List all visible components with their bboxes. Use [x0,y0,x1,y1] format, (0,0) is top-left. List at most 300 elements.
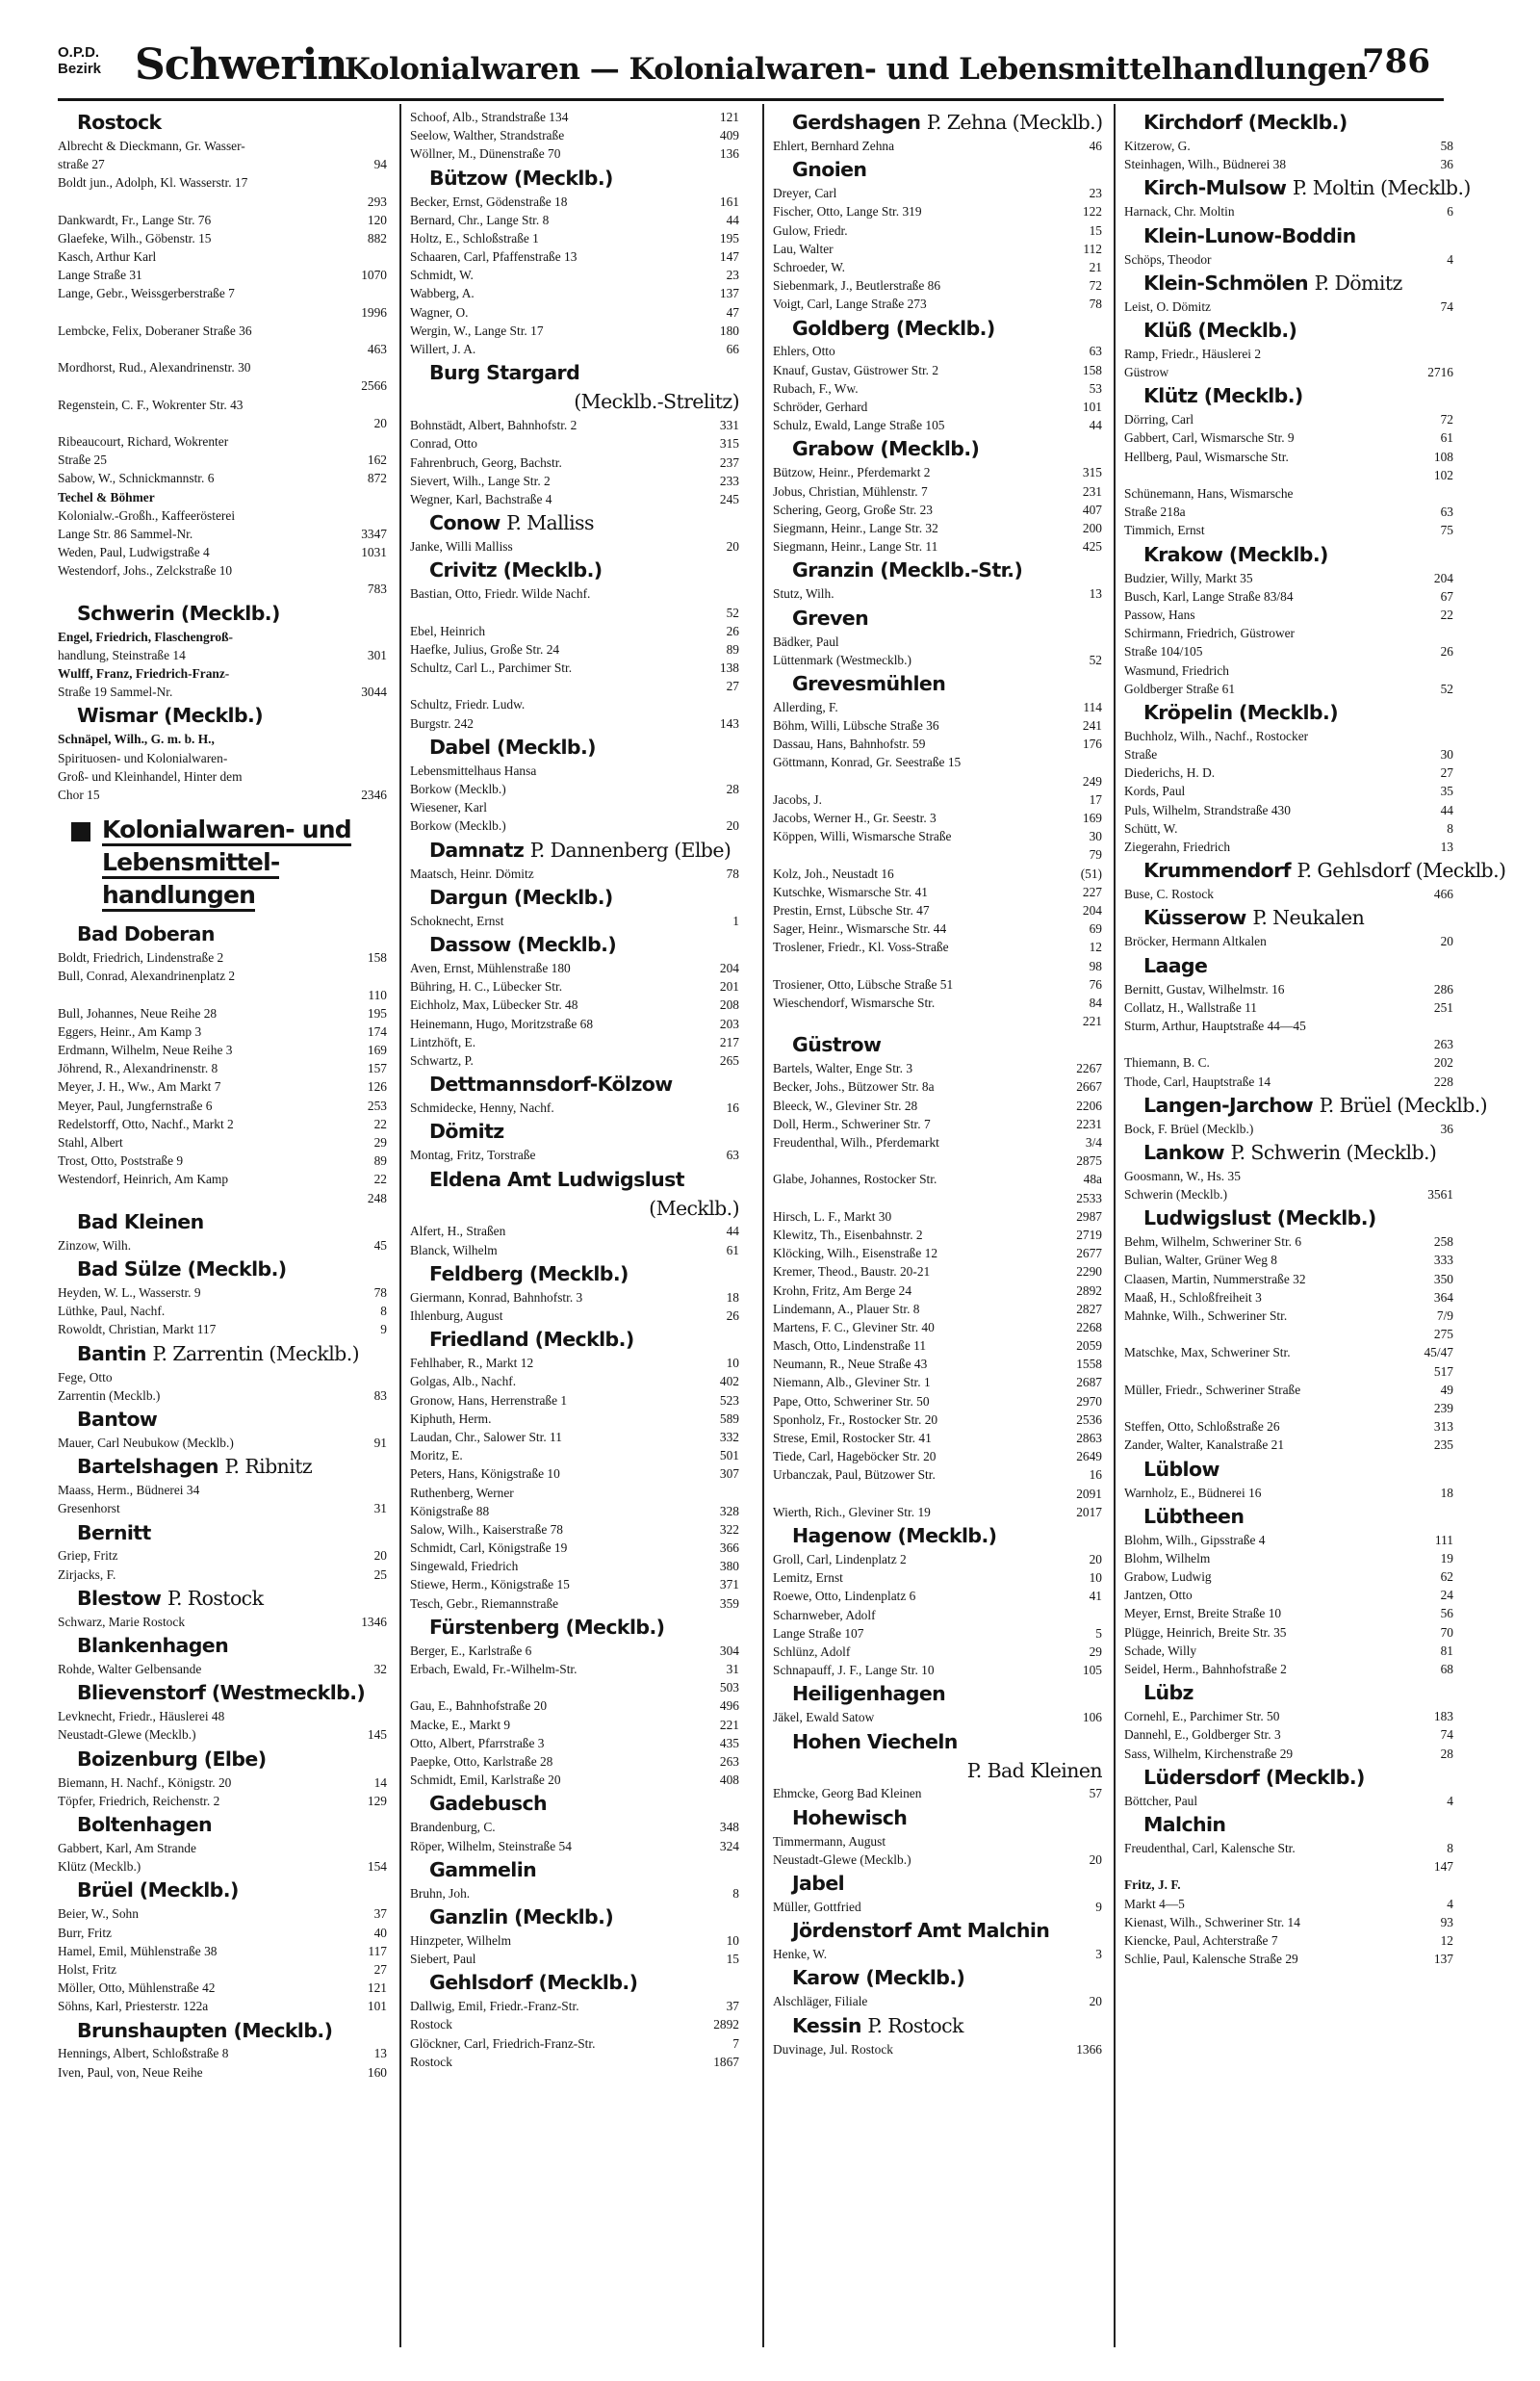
town-heading [1124,1763,1453,1792]
directory-entry [773,651,1102,669]
phone-number: 235 [1433,1437,1453,1453]
directory-entry [58,561,387,580]
phone-number: 101 [367,1999,387,2014]
district-name: Schwerin [135,40,347,90]
phone-number: 882 [367,230,387,246]
phone-number: 331 [719,418,739,433]
entry-name: Kutschke, Wismarsche Str. 41 [773,884,928,899]
town-name: Kirch-Mulsow [1143,176,1287,200]
town-name: Krakow (Mecklb.) [1143,542,1328,566]
directory-entry [773,1392,1102,1410]
directory-entry [410,696,739,714]
phone-number: 5 [1095,1625,1102,1641]
directory-entry [1124,1839,1453,1857]
directory-entry [410,2034,739,2053]
phone-number: 81 [1440,1643,1453,1658]
entry-name: Voigt, Carl, Lange Straße 273 [773,297,927,312]
directory-entry [1124,1307,1453,1325]
directory-entry [58,581,387,599]
entry-name: Neustadt-Glewe (Mecklb.) [773,1851,911,1867]
entry-name: Pape, Otto, Schweriner Str. 50 [773,1393,930,1409]
phone-number: 122 [1082,204,1102,220]
entry-name: Klöcking, Wilh., Eisenstraße 12 [773,1246,938,1261]
directory-entry [58,1434,387,1452]
town-heading [773,314,1102,343]
directory-entry [410,1099,739,1117]
directory-entry [410,1520,739,1539]
directory-entry [410,1752,739,1771]
directory-entry [1124,1660,1453,1678]
entry-name: Tesch, Gebr., Riemannstraße [410,1595,559,1611]
town-name: Küsserow [1143,906,1246,930]
town-heading [773,1963,1102,1992]
directory-entry [58,1170,387,1188]
directory-entry [1124,763,1453,782]
directory-entry [58,303,387,322]
phone-number: 58 [1440,138,1453,153]
directory-entry [773,975,1102,994]
phone-number: 239 [1433,1400,1453,1415]
directory-entry [58,396,387,414]
phone-number: 2346 [361,787,387,802]
entry-name: Lange Str. 86 Sammel-Nr. [58,526,193,541]
directory-entry [58,376,387,395]
directory-entry [58,247,387,266]
phone-number: 110 [368,987,387,1002]
town-name: Dettmannsdorf-Kölzow [429,1073,673,1097]
directory-entry [773,790,1102,809]
phone-number: 41 [1089,1589,1102,1604]
phone-number: 83 [373,1387,387,1403]
entry-name: Jäkel, Ewald Satow [773,1710,875,1725]
directory-entry [410,659,739,677]
directory-entry [1124,1417,1453,1436]
phone-number: 8 [1447,1840,1453,1855]
directory-entry [410,434,739,453]
entry-name: Laudan, Chr., Salower Str. 11 [410,1429,562,1444]
phone-number: 20 [1089,1994,1102,2009]
phone-number: 23 [726,268,739,283]
directory-entry [410,322,739,340]
directory-entry [773,1207,1102,1226]
entry-name: Sturm, Arthur, Hauptstraße 44—45 [1124,1018,1306,1033]
phone-number: 2677 [1076,1246,1102,1261]
entry-name: Gresenhorst [58,1501,120,1516]
entry-name: Bock, F. Brüel (Mecklb.) [1124,1121,1254,1136]
directory-entry [1124,202,1453,220]
phone-number: 301 [367,647,387,662]
post-office: P. Rostock [167,1586,264,1610]
phone-number: 3/4 [1085,1135,1102,1151]
phone-number: 204 [1433,570,1453,585]
entry-name: Peters, Hans, Königstraße 10 [410,1466,560,1482]
directory-entry [58,1792,387,1810]
phone-number: 27 [726,679,739,694]
phone-number: 37 [373,1906,387,1922]
directory-entry [410,622,739,640]
entry-name: Kolonialw.-Großh., Kaffeerösterei [58,507,236,523]
directory-entry [773,1300,1102,1318]
town-name: Gadebusch [429,1792,548,1816]
directory-entry [773,1465,1102,1484]
column-divider [762,104,764,2347]
phone-number: 2290 [1076,1264,1102,1280]
directory-entry [773,633,1102,651]
phone-number: 56 [1440,1606,1453,1621]
town-heading [773,434,1102,463]
entry-name: Dannehl, E., Goldberger Str. 3 [1124,1727,1281,1743]
directory-entry [410,1354,739,1372]
phone-number: 425 [1082,539,1102,555]
directory-entry [773,519,1102,537]
town-heading [773,1916,1102,1945]
entry-name: Mauer, Carl Neubukow (Mecklb.) [58,1435,234,1450]
phone-number: 195 [719,230,739,246]
entry-name: Borkow (Mecklb.) [410,818,506,834]
phone-number: 180 [719,323,739,338]
entry-name: Leist, O. Dömitz [1124,298,1212,314]
town-heading [410,556,739,584]
entry-name: Blohm, Wilh., Gipsstraße 4 [1124,1532,1266,1547]
phone-number: 364 [1433,1289,1453,1305]
directory-entry [1124,587,1453,606]
directory-entry [410,211,739,229]
phone-number: 2268 [1076,1319,1102,1334]
directory-entry [410,247,739,266]
directory-entry [1124,1436,1453,1454]
entry-name: Ehlers, Otto [773,344,835,359]
post-office: P. Zarrentin (Mecklb.) [152,1341,360,1365]
entry-name: Schwarz, Marie Rostock [58,1614,186,1629]
town-heading [410,508,739,537]
town-heading [1124,108,1453,137]
phone-number: 26 [726,1308,739,1324]
directory-entry [58,1481,387,1499]
phone-number: 169 [1082,811,1102,826]
directory-entry [58,506,387,525]
phone-number: 63 [1089,344,1102,359]
phone-number: 48a [1083,1172,1102,1187]
directory-entry [773,735,1102,753]
entry-name: Müller, Gottfried [773,1900,861,1915]
entry-name: Warnholz, E., Büdnerei 16 [1124,1485,1262,1500]
directory-entry [1124,1185,1453,1203]
phone-number: 1558 [1076,1357,1102,1372]
directory-entry [58,1004,387,1022]
directory-entry [773,901,1102,919]
phone-number: 3044 [361,685,387,700]
directory-entry [58,155,387,173]
town-heading [1124,221,1453,250]
directory-entry [410,1241,739,1259]
entry-name: Lindemann, A., Plauer Str. 8 [773,1301,920,1316]
entry-name: Kords, Paul [1124,784,1186,799]
entry-name: Becker, Johs., Bützower Str. 8a [773,1079,935,1095]
entry-name: Bernard, Chr., Lange Str. 8 [410,212,550,227]
phone-number: 2827 [1076,1301,1102,1316]
directory-entry [58,1566,387,1584]
entry-name: Fahrenbruch, Georg, Bachstr. [410,454,562,470]
entry-name: Troslener, Friedr., Kl. Voss-Straße [773,940,949,955]
directory-entry [1124,1252,1453,1270]
entry-name: Jacobs, Werner H., Gr. Seestr. 3 [773,811,937,826]
phone-number: 10 [1089,1570,1102,1586]
phone-number: 19 [1440,1550,1453,1566]
directory-entry [58,2063,387,2082]
directory-entry [410,1033,739,1051]
entry-name: Budzier, Willy, Markt 35 [1124,570,1253,585]
phone-number: 241 [1082,718,1102,734]
directory-entry [773,1262,1102,1281]
directory-entry [58,628,387,646]
directory-entry [58,786,387,804]
town-heading [773,2011,1102,2040]
entry-name: Wergin, W., Lange Str. 17 [410,323,544,338]
phone-number: 89 [373,1153,387,1169]
entry-name: Burr, Fritz [58,1925,112,1940]
town-name: Eldena Amt Ludwigslust [429,1167,684,1191]
entry-name: Golgas, Alb., Nachf. [410,1374,517,1389]
entry-name: Holtz, E., Schloßstraße 1 [410,230,539,246]
phone-number: 78 [1089,297,1102,312]
town-heading [1124,540,1453,569]
entry-name: Sass, Wilhelm, Kirchenstraße 29 [1124,1746,1294,1761]
town-heading [773,1727,1102,1756]
phone-number: 402 [719,1374,739,1389]
town-heading [58,1452,387,1481]
entry-name: Straße 19 Sammel-Nr. [58,685,173,700]
town-heading [773,108,1102,137]
directory-entry [773,1898,1102,1916]
entry-name: Wieschendorf, Wismarsche Str. [773,995,936,1010]
phone-number: 129 [367,1793,387,1808]
directory-entry [773,1078,1102,1097]
phone-number: 496 [719,1698,739,1714]
directory-entry [773,1189,1102,1207]
directory-entry [773,1059,1102,1077]
directory-entry [58,1022,387,1041]
phone-number: 72 [1089,278,1102,294]
directory-entry [410,1223,739,1241]
phone-number: 248 [367,1190,387,1205]
town-heading [410,1165,739,1194]
directory-entry [58,1773,387,1792]
entry-name: Lintzhöft, E. [410,1034,476,1049]
directory-entry [410,1464,739,1483]
directory-entry [773,1832,1102,1850]
town-name: Langen-Jarchow [1143,1093,1314,1117]
directory-entry [410,1678,739,1696]
phone-number: 258 [1433,1234,1453,1250]
phone-number: 12 [1440,1932,1453,1948]
directory-entry [410,2053,739,2071]
town-name: Bartelshagen [77,1455,218,1479]
town-heading [410,164,739,193]
entry-name: Sabow, W., Schnickmannstr. 6 [58,471,215,486]
directory-entry [58,469,387,487]
phone-number: 74 [1440,1727,1453,1743]
entry-name: Straße 218a [1124,505,1186,520]
section-title-text: Lebensmittel- [102,848,279,879]
entry-name: Lüthke, Paul, Nachf. [58,1304,166,1319]
phone-number: 203 [719,1016,739,1031]
entry-name: Trost, Otto, Poststraße 9 [58,1153,184,1169]
entry-name: Prestin, Ernst, Lübsche Str. 47 [773,902,930,918]
entry-name: Wasmund, Friedrich [1124,662,1230,678]
phone-number: 40 [373,1925,387,1940]
phone-number: 2566 [361,378,387,394]
town-name: Blankenhagen [77,1634,229,1658]
town-name: Wismar (Mecklb.) [77,704,263,728]
directory-entry [773,137,1102,155]
directory-entry [58,1997,387,2015]
directory-entry [773,1170,1102,1188]
phone-number: 200 [1082,520,1102,535]
entry-name: Claasen, Martin, Nummerstraße 32 [1124,1271,1306,1286]
entry-name: Beier, W., Sohn [58,1906,139,1922]
phone-number: 231 [1082,483,1102,499]
town-name: Crivitz (Mecklb.) [429,558,603,582]
entry-name: Klewitz, Th., Eisenbahnstr. 2 [773,1227,923,1242]
phone-number: 263 [1433,1037,1453,1052]
directory-entry [773,1355,1102,1373]
phone-number: 121 [719,109,739,124]
section-title-text: Kolonialwaren- und [102,815,351,846]
entry-name: Goosmann, W., Hs. 35 [1124,1168,1241,1183]
entry-name: Haefke, Julius, Große Str. 24 [410,641,560,657]
phone-number: 169 [367,1043,387,1058]
directory-entry [410,1594,739,1613]
entry-name: Schaaren, Carl, Pfaffenstraße 13 [410,249,578,265]
directory-entry [1124,429,1453,448]
entry-name: Timmermann, August [773,1833,886,1849]
column-2 [410,108,739,2071]
entry-name: Röper, Wilhelm, Steinstraße 54 [410,1838,572,1853]
directory-entry [1124,1792,1453,1810]
phone-number: 307 [719,1466,739,1482]
entry-name: Zarrentin (Mecklb.) [58,1387,161,1403]
phone-number: 68 [1440,1662,1453,1677]
directory-entry [773,1708,1102,1726]
town-name: Kessin [792,2013,861,2037]
post-office: (Mecklb.) [649,1196,739,1220]
directory-entry [410,416,739,434]
phone-number: 147 [1433,1859,1453,1875]
town-name: Hagenow (Mecklb.) [792,1524,997,1547]
phone-number: 162 [367,453,387,468]
phone-number: 523 [719,1392,739,1408]
entry-name: Schroeder, W. [773,259,845,274]
phone-number: 52 [1440,681,1453,696]
phone-number: 137 [1433,1952,1453,1967]
town-heading [773,1756,1102,1785]
town-name: Greven [792,606,869,630]
directory-entry [58,1942,387,1960]
phone-number: 783 [367,582,387,597]
entry-name: Eichholz, Max, Lübecker Str. 48 [410,997,578,1013]
directory-entry [58,285,387,303]
entry-name: Fehlhaber, R., Markt 12 [410,1356,534,1371]
entry-name: Schade, Willy [1124,1643,1197,1658]
entry-name: Ramp, Friedr., Häuslerei 2 [1124,346,1262,361]
phone-number: 23 [1089,186,1102,201]
entry-name: Dallwig, Emil, Friedr.-Franz-Str. [410,1999,579,2014]
directory-entry [410,798,739,816]
entry-name: Tiede, Carl, Hageböcker Str. 20 [773,1449,937,1464]
directory-entry [410,126,739,144]
phone-number: 589 [719,1410,739,1426]
town-name: Lüdersdorf (Mecklb.) [1143,1765,1365,1789]
directory-entry [410,1410,739,1428]
directory-entry [58,1236,387,1255]
entry-name: Steffen, Otto, Schloßstraße 26 [1124,1419,1280,1435]
directory-entry [410,865,739,883]
directory-entry [58,1960,387,1979]
phone-number: 6 [1447,204,1453,220]
directory-entry [773,716,1102,735]
entry-name: Aven, Ernst, Mühlenstraße 180 [410,960,571,975]
phone-number: 27 [373,1961,387,1977]
phone-number: 52 [1089,652,1102,667]
phone-number: 18 [726,1289,739,1305]
town-heading [1124,381,1453,410]
phone-number: 45 [373,1237,387,1253]
directory-entry [1124,569,1453,587]
phone-number: 20 [1089,1851,1102,1867]
directory-entry [773,1550,1102,1568]
directory-entry [1124,801,1453,819]
directory-entry [1124,885,1453,903]
phone-number: 8 [380,1304,387,1319]
phone-number: 57 [1089,1786,1102,1801]
directory-entry [410,584,739,603]
entry-name: Groß- und Kleinhandel, Hinter dem [58,768,243,784]
phone-number: 70 [1440,1624,1453,1640]
entry-name: Siegmann, Heinr., Lange Str. 11 [773,539,938,555]
directory-entry [1124,1586,1453,1604]
phone-number: 69 [1089,921,1102,937]
phone-number: 78 [373,1284,387,1300]
directory-entry [1124,1913,1453,1931]
phone-number: 120 [367,212,387,227]
directory-entry [410,1642,739,1660]
entry-name: Böttcher, Paul [1124,1793,1198,1808]
entry-name: Jacobs, J. [773,791,822,807]
entry-name: Thiemann, B. C. [1124,1055,1210,1071]
directory-entry [58,1133,387,1152]
town-name: Dömitz [429,1120,504,1144]
town-heading [58,1518,387,1547]
phone-number: 22 [373,1172,387,1187]
entry-name: Fischer, Otto, Lange Str. 319 [773,204,922,220]
town-name: Laage [1143,953,1208,977]
town-name: Conow [429,511,500,535]
phone-number: 117 [368,1943,387,1958]
entry-name: Urbanczak, Paul, Bützower Str. [773,1467,936,1483]
directory-entry [1124,745,1453,763]
directory-entry [1124,1895,1453,1913]
phone-number: 14 [373,1774,387,1790]
phone-number: 49 [1440,1382,1453,1397]
town-name: Ganzlin (Mecklb.) [429,1904,614,1928]
phone-number: 10 [726,1932,739,1948]
entry-name: Berger, E., Karlstraße 6 [410,1643,532,1658]
directory-entry [773,1133,1102,1152]
entry-name: Westendorf, Johs., Zelckstraße 10 [58,563,233,579]
town-name: Hohen Viecheln [792,1729,958,1753]
directory-entry [58,229,387,247]
entry-name: Schering, Georg, Große Str. 23 [773,502,933,517]
